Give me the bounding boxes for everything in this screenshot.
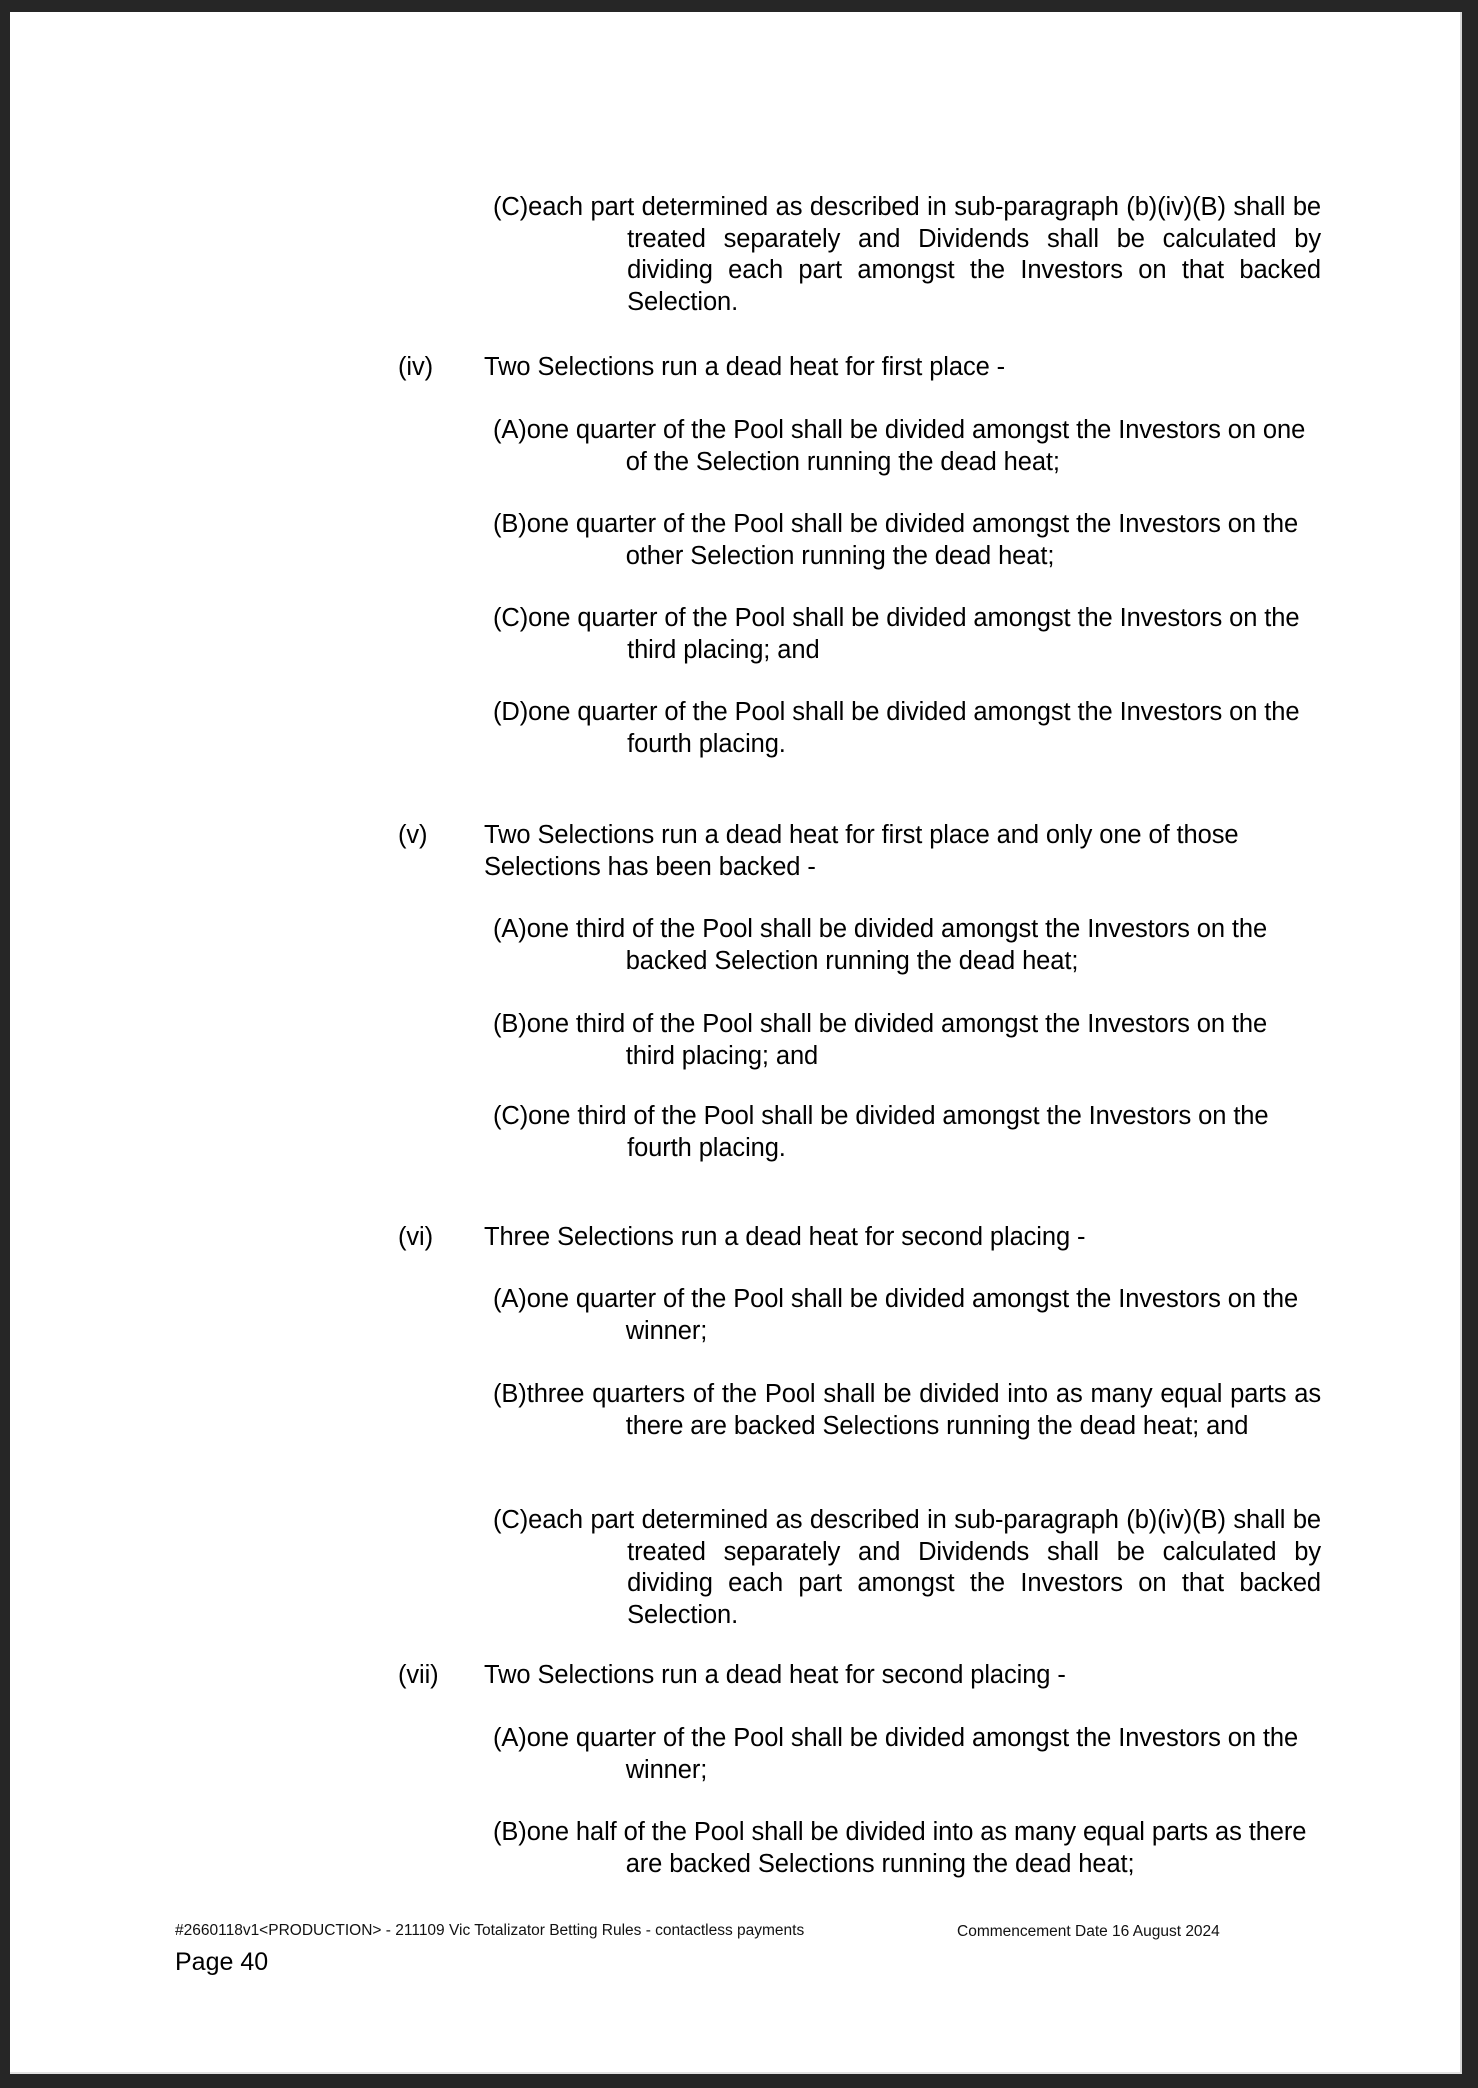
clause-text: one half of the Pool shall be divided into as many equal parts as there are backed Selections running the dead heat; [526, 1818, 1307, 1878]
clause-item [493, 603, 1321, 666]
footer-page-number: Page 40 [175, 1948, 269, 1976]
clause-item [493, 1505, 1321, 1631]
clause-marker: (B) [493, 1380, 527, 1408]
clause-text: one third of the Pool shall be divided amongst the Investors on the fourth placing. [528, 1102, 1269, 1162]
clause-marker: (A) [493, 915, 527, 943]
clause-text: one third of the Pool shall be divided amongst the Investors on the third placing; and [526, 1010, 1268, 1070]
clause-marker: (A) [493, 1724, 527, 1752]
clause-text: Two Selections run a dead heat for first place and only one of those Selections has been backed - [484, 821, 1239, 881]
clause-item [493, 192, 1321, 318]
clause-item [493, 1009, 1321, 1072]
clause-item [493, 1379, 1321, 1442]
clause-text: each part determined as described in sub-paragraph (b)(iv)(B) shall be treated separately and Dividends shall be calculated by dividing each part amongst the Investors on that backed Selection. [528, 193, 1321, 316]
clause-item [493, 697, 1321, 760]
clause-marker: (B) [493, 510, 527, 538]
clause-item [398, 1222, 1321, 1254]
clause-marker: (vii) [398, 1661, 439, 1689]
clause-item [493, 1284, 1321, 1347]
clause-item [493, 415, 1321, 478]
clause-text: three quarters of the Pool shall be divided into as many equal parts as there are backed Selections running the dead heat; and [526, 1380, 1321, 1440]
clause-item [493, 914, 1321, 977]
clause-text: Three Selections run a dead heat for second placing - [484, 1223, 1086, 1251]
clause-marker: (vi) [398, 1223, 433, 1251]
clause-marker: (C) [493, 1102, 529, 1130]
clause-text: one quarter of the Pool shall be divided amongst the Investors on the winner; [526, 1724, 1299, 1784]
clause-marker: (B) [493, 1818, 527, 1846]
footer-commencement-date: Commencement Date 16 August 2024 [957, 1923, 1220, 1940]
document-page [10, 12, 1462, 2074]
footer-document-id: #2660118v1<PRODUCTION> - 211109 Vic Totalizator Betting Rules - contactless payments [175, 1922, 805, 1939]
clause-marker: (A) [493, 416, 527, 444]
clause-text: one third of the Pool shall be divided amongst the Investors on the backed Selection running the dead heat; [526, 915, 1268, 975]
clause-text: one quarter of the Pool shall be divided amongst the Investors on the winner; [526, 1285, 1299, 1345]
clause-text: Two Selections run a dead heat for second placing - [484, 1661, 1066, 1689]
clause-item [493, 509, 1321, 572]
clause-item [398, 1660, 1321, 1692]
clause-text: Two Selections run a dead heat for first place - [484, 353, 1006, 381]
clause-text: one quarter of the Pool shall be divided amongst the Investors on one of the Selection running the dead heat; [526, 416, 1306, 476]
page-footer [10, 1922, 1462, 2072]
clause-text: one quarter of the Pool shall be divided amongst the Investors on the other Selection running the dead heat; [526, 510, 1299, 570]
clause-item [493, 1817, 1321, 1880]
clause-marker: (B) [493, 1010, 527, 1038]
clause-marker: (C) [493, 604, 529, 632]
clause-marker: (v) [398, 821, 428, 849]
page-content [10, 12, 1462, 1917]
clause-item [398, 352, 1321, 384]
clause-item [398, 820, 1321, 883]
clause-marker: (C) [493, 1506, 529, 1534]
clause-text: one quarter of the Pool shall be divided amongst the Investors on the third placing; and [528, 604, 1300, 664]
clause-marker: (A) [493, 1285, 527, 1313]
clause-text: one quarter of the Pool shall be divided amongst the Investors on the fourth placing. [528, 698, 1300, 758]
clause-text: each part determined as described in sub-paragraph (b)(iv)(B) shall be treated separately and Dividends shall be calculated by dividing each part amongst the Investors on that backed Selection. [528, 1506, 1321, 1629]
clause-marker: (iv) [398, 353, 433, 381]
clause-item [493, 1723, 1321, 1786]
clause-marker: (D) [493, 698, 529, 726]
clause-marker: (C) [493, 193, 529, 221]
clause-item [493, 1101, 1321, 1164]
